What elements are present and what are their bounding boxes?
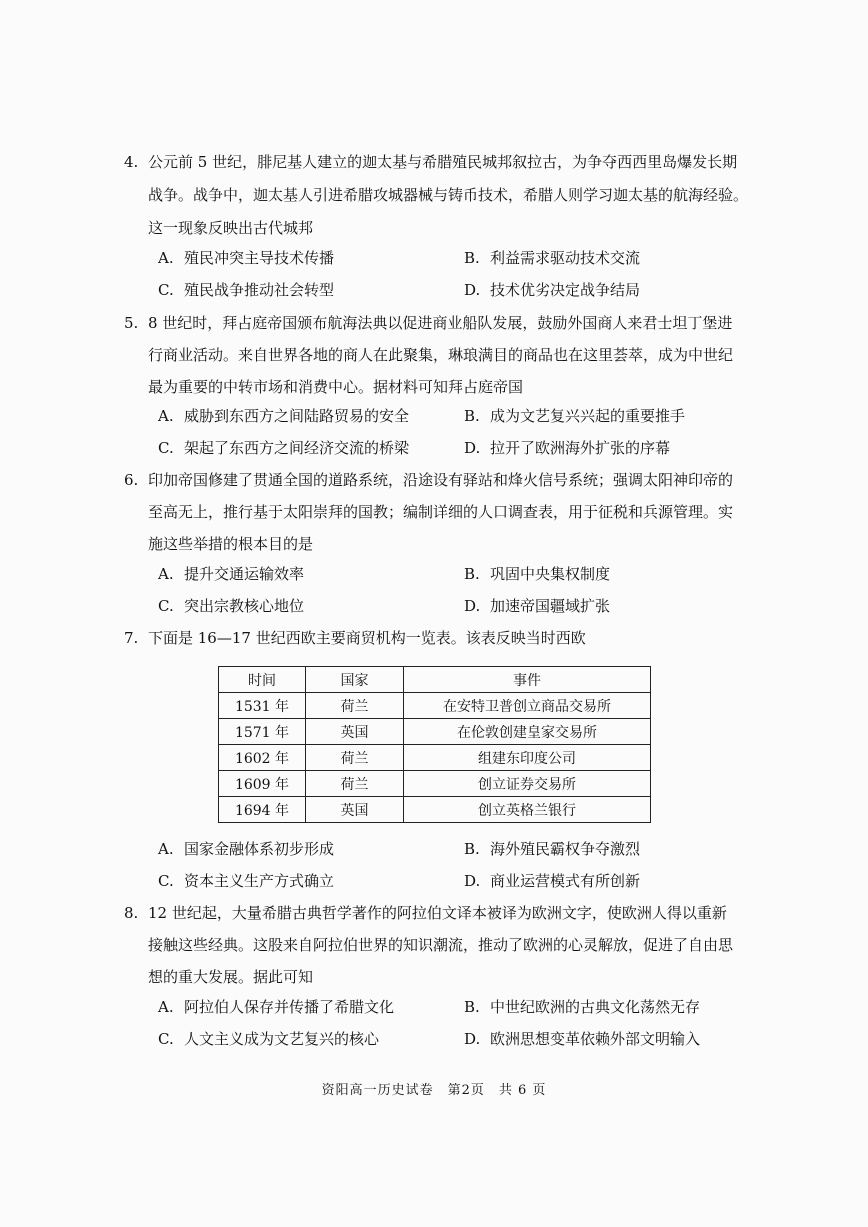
option-8b[interactable]: B. 中世纪欧洲的古典文化荡然无存: [464, 998, 701, 1016]
table-row: [219, 771, 651, 797]
question-number: 7.: [124, 629, 139, 647]
option-6b[interactable]: B. 巩固中央集权制度: [464, 565, 611, 583]
table-cell: 组建东印度公司: [404, 745, 651, 771]
table-cell: 在安特卫普创立商品交易所: [404, 693, 651, 719]
option-4c[interactable]: C. 殖民战争推动社会转型: [158, 281, 335, 299]
option-7b[interactable]: B. 海外殖民霸权争夺激烈: [464, 840, 641, 858]
table-row: [219, 745, 651, 771]
option-5a[interactable]: A. 威胁到东西方之间陆路贸易的安全: [158, 407, 410, 425]
question-text-line: 接触这些经典。这股来自阿拉伯世界的知识潮流，推动了欧洲的心灵解放，促进了自由思: [148, 936, 734, 954]
question-text-line: 6. 印加帝国修建了贯通全国的道路系统，沿途设有驿站和烽火信号系统；强调太阳神印帝的: [124, 471, 734, 489]
option-4d[interactable]: D. 技术优劣决定战争结局: [464, 281, 641, 299]
question-text-line: 最为重要的中转市场和消费中心。据材料可知拜占庭帝国: [148, 378, 524, 396]
option-7c[interactable]: C. 资本主义生产方式确立: [158, 872, 335, 890]
option-7a[interactable]: A. 国家金融体系初步形成: [158, 840, 335, 858]
table-row: [219, 693, 651, 719]
table-cell: 英国: [306, 797, 404, 823]
question-text-line: 7. 下面是 16—17 世纪西欧主要商贸机构一览表。该表反映当时西欧: [124, 629, 586, 647]
question-number: 4.: [124, 153, 139, 171]
page-footer: 资阳高一历史试卷 第2页 共 6 页: [321, 1083, 547, 1098]
table-header-cell: 事件: [404, 667, 651, 693]
question-number: 8.: [124, 904, 139, 922]
question-text-line: 行商业活动。来自世界各地的商人在此聚集，琳琅满目的商品也在这里荟萃，成为中世纪: [148, 346, 734, 364]
option-5b[interactable]: B. 成为文艺复兴兴起的重要推手: [464, 407, 686, 425]
question-number: 5.: [124, 314, 139, 332]
question-text-line: 想的重大发展。据此可知: [148, 968, 314, 986]
option-8c[interactable]: C. 人文主义成为文艺复兴的核心: [158, 1030, 380, 1048]
option-5d[interactable]: D. 拉开了欧洲海外扩张的序幕: [464, 439, 671, 457]
question-number: 6.: [124, 471, 139, 489]
question-text-line: 施这些举措的根本目的是: [148, 535, 314, 553]
table-row: [219, 797, 651, 823]
table-header-row: [219, 667, 651, 693]
question-text-line: 8. 12 世纪起，大量希腊古典哲学著作的阿拉伯文译本被译为欧洲文字，使欧洲人得以重新: [124, 904, 727, 922]
table-cell: 荷兰: [306, 693, 404, 719]
option-4b[interactable]: B. 利益需求驱动技术交流: [464, 249, 641, 267]
option-5c[interactable]: C. 架起了东西方之间经济交流的桥梁: [158, 439, 410, 457]
option-6d[interactable]: D. 加速帝国疆域扩张: [464, 597, 611, 615]
question-text-line: 这一现象反映出古代城邦: [148, 219, 314, 237]
table-cell: 在伦敦创建皇家交易所: [404, 719, 651, 745]
question-text-line: 战争。战争中，迦太基人引进希腊攻城器械与铸币技术，希腊人则学习迦太基的航海经验。: [148, 186, 749, 204]
question-text-line: 至高无上，推行基于太阳崇拜的国教；编制详细的人口调查表，用于征税和兵源管理。实: [148, 503, 734, 521]
table-cell: 1531 年: [219, 693, 306, 719]
table-cell: 荷兰: [306, 771, 404, 797]
option-8a[interactable]: A. 阿拉伯人保存并传播了希腊文化: [158, 998, 395, 1016]
table-cell: 荷兰: [306, 745, 404, 771]
table-cell: 英国: [306, 719, 404, 745]
option-6c[interactable]: C. 突出宗教核心地位: [158, 597, 305, 615]
table-cell: 创立证券交易所: [404, 771, 651, 797]
option-6a[interactable]: A. 提升交通运输效率: [158, 565, 305, 583]
table-cell: 1602 年: [219, 745, 306, 771]
table-cell: 1571 年: [219, 719, 306, 745]
question-text-line: 4. 公元前 5 世纪，腓尼基人建立的迦太基与希腊殖民城邦叙拉古，为争夺西西里岛爆发长期: [124, 153, 738, 171]
option-4a[interactable]: A. 殖民冲突主导技术传播: [158, 249, 335, 267]
option-8d[interactable]: D. 欧洲思想变革依赖外部文明输入: [464, 1030, 701, 1048]
table-header-cell: 国家: [306, 667, 404, 693]
table-cell: 创立英格兰银行: [404, 797, 651, 823]
table-cell: 1609 年: [219, 771, 306, 797]
table-header-cell: 时间: [219, 667, 306, 693]
option-7d[interactable]: D. 商业运营模式有所创新: [464, 872, 641, 890]
trade-institutions-table: [218, 666, 651, 823]
table-row: [219, 719, 651, 745]
question-text-line: 5. 8 世纪时，拜占庭帝国颁布航海法典以促进商业船队发展，鼓励外国商人来君士坦丁堡进: [124, 314, 733, 332]
table-cell: 1694 年: [219, 797, 306, 823]
